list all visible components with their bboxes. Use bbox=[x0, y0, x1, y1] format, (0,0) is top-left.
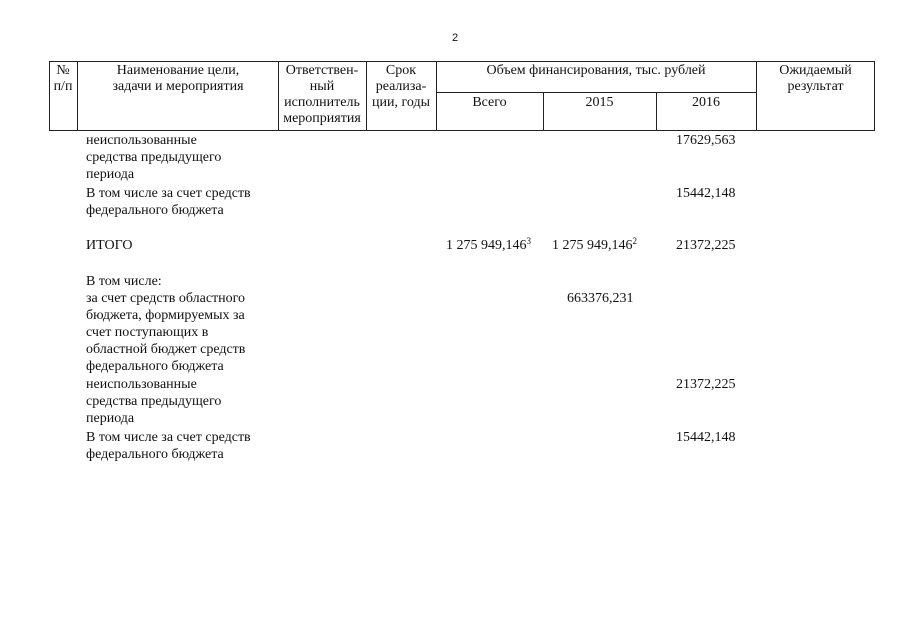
header-term-line: Срок bbox=[385, 63, 417, 78]
header-2015: 2015 bbox=[585, 95, 614, 110]
header-responsible-line: исполнитель bbox=[284, 95, 360, 110]
row-text: неиспользованные bbox=[86, 377, 197, 392]
header-2016: 2016 bbox=[692, 95, 720, 110]
header-number-line: п/п bbox=[53, 79, 73, 94]
row-text: бюджета, формируемых за bbox=[86, 308, 245, 323]
header-top-border bbox=[49, 61, 875, 62]
header-expected-line: результат bbox=[787, 79, 844, 94]
row-text: В том числе за счет средств bbox=[86, 186, 251, 201]
value-2016: 17629,563 bbox=[676, 133, 736, 148]
header-name bbox=[78, 63, 278, 95]
header-term bbox=[366, 63, 436, 111]
value-total-sup: 3 bbox=[526, 236, 531, 246]
header-funding: Объем финансирования, тыс. рублей bbox=[486, 63, 706, 78]
row-text: федерального бюджета bbox=[86, 203, 224, 218]
value-total bbox=[446, 237, 531, 254]
row-text: периода bbox=[86, 167, 135, 182]
value-2016: 21372,225 bbox=[676, 238, 736, 253]
row-text: федерального бюджета bbox=[86, 447, 224, 462]
header-responsible bbox=[278, 63, 366, 127]
row-label: ИТОГО bbox=[86, 238, 133, 253]
header-responsible-line: мероприятия bbox=[283, 111, 361, 126]
header-number bbox=[49, 63, 77, 95]
row-text: федерального бюджета bbox=[86, 359, 224, 374]
row-text: В том числе: bbox=[86, 274, 162, 289]
value-2016: 15442,148 bbox=[676, 430, 736, 445]
table-header bbox=[49, 61, 875, 131]
header-expected-line: Ожидаемый bbox=[779, 63, 852, 78]
value-2015-sup: 2 bbox=[632, 236, 637, 246]
row-text: В том числе за счет средств bbox=[86, 430, 251, 445]
value-2015-number: 1 275 949,146 bbox=[552, 238, 633, 253]
row-text: областной бюджет средств bbox=[86, 342, 246, 357]
header-responsible-line: ный bbox=[309, 79, 335, 94]
value-2016: 15442,148 bbox=[676, 186, 736, 201]
header-bottom-border bbox=[49, 130, 875, 131]
value-2016: 21372,225 bbox=[676, 377, 736, 392]
header-responsible-line: Ответствен- bbox=[285, 63, 359, 78]
row-text: за счет средств областного bbox=[86, 291, 246, 306]
value-2015: 663376,231 bbox=[567, 291, 634, 306]
row-text: неиспользованные bbox=[86, 133, 197, 148]
row-text: средства предыдущего bbox=[86, 150, 222, 165]
row-text: средства предыдущего bbox=[86, 394, 222, 409]
funding-divider bbox=[436, 92, 756, 93]
header-number-line: № bbox=[56, 63, 70, 78]
header-name-line: Наименование цели, bbox=[116, 63, 240, 78]
header-term-line: ции, годы bbox=[372, 95, 430, 110]
value-2015 bbox=[552, 237, 637, 254]
row-text: счет поступающих в bbox=[86, 325, 209, 340]
header-total: Всего bbox=[472, 95, 507, 110]
page-number: 2 bbox=[452, 32, 459, 44]
header-expected bbox=[756, 63, 875, 95]
value-total-number: 1 275 949,146 bbox=[446, 238, 527, 253]
header-term-line: реализа- bbox=[375, 79, 427, 94]
row-text: периода bbox=[86, 411, 135, 426]
header-name-line: задачи и мероприятия bbox=[112, 79, 244, 94]
